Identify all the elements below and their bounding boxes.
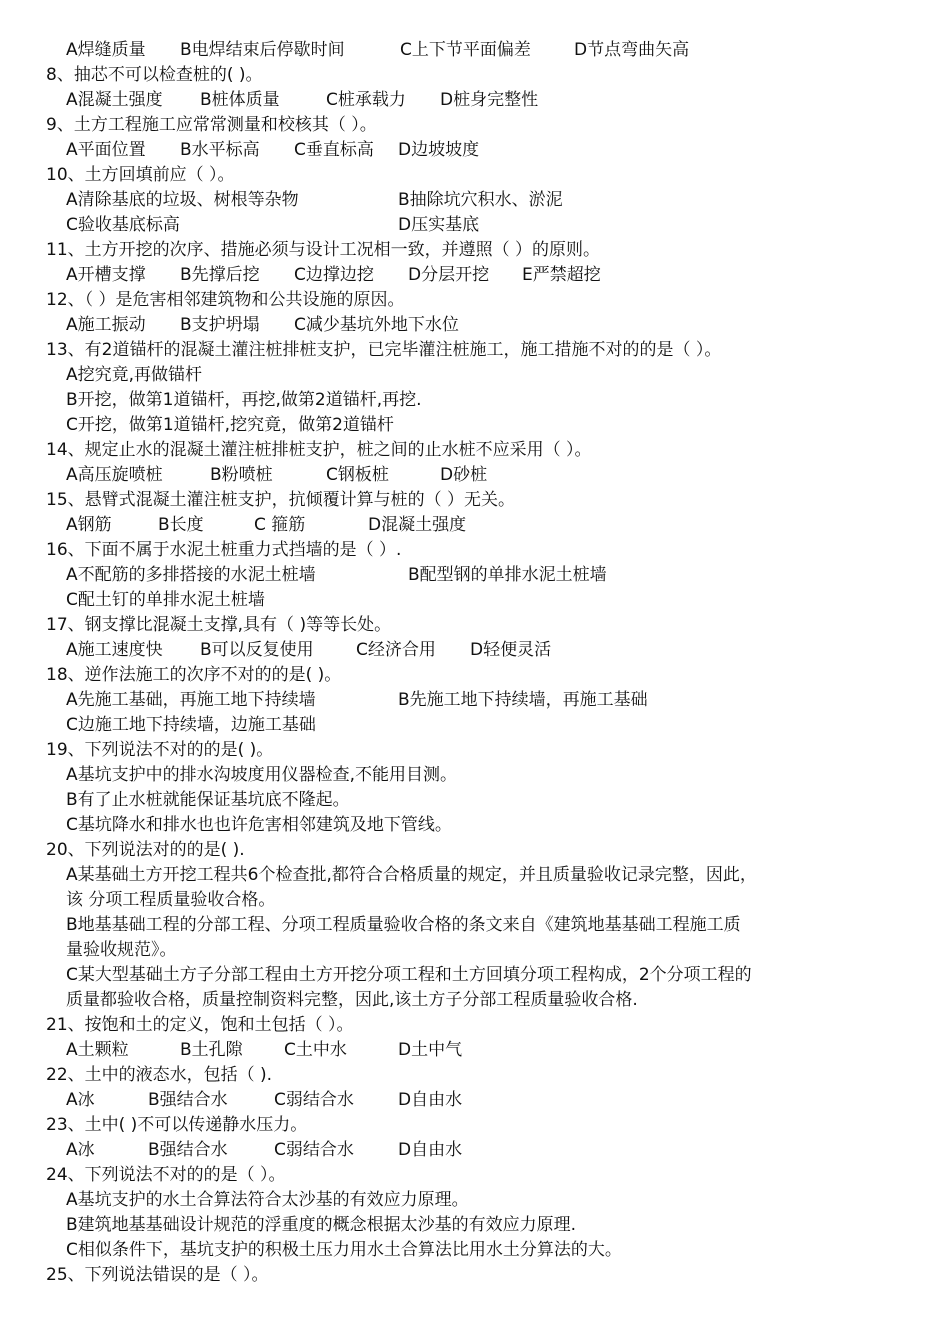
answer-option: B长度 bbox=[158, 515, 204, 535]
answer-option: B土孔隙 bbox=[180, 1040, 243, 1060]
answer-option: A基坑支护的水土合算法符合太沙基的有效应力原理。 bbox=[66, 1190, 469, 1210]
answer-option: A施工速度快 bbox=[66, 640, 163, 660]
answer-option: A不配筋的多排搭接的水泥土桩墙 bbox=[66, 565, 316, 585]
answer-option: D自由水 bbox=[398, 1090, 463, 1110]
answer-option: C上下节平面偏差 bbox=[400, 40, 531, 60]
answer-option: A清除基底的垃圾、树根等杂物 bbox=[66, 190, 299, 210]
answer-option: D节点弯曲矢高 bbox=[574, 40, 690, 60]
question-line: 12、（ ）是危害相邻建筑物和公共设施的原因。 bbox=[46, 290, 405, 310]
answer-option: B粉喷桩 bbox=[210, 465, 273, 485]
answer-option: C验收基底标高 bbox=[66, 215, 180, 235]
answer-option: C边施工地下持续墙，边施工基础 bbox=[66, 715, 316, 735]
answer-option: B可以反复使用 bbox=[200, 640, 314, 660]
answer-option: B电焊结束后停歇时间 bbox=[180, 40, 345, 60]
answer-option: A先施工基础，再施工地下持续墙 bbox=[66, 690, 316, 710]
answer-option: D轻便灵活 bbox=[470, 640, 552, 660]
answer-option: C减少基坑外地下水位 bbox=[294, 315, 459, 335]
question-line: 19、下列说法不对的的是( )。 bbox=[46, 740, 274, 760]
answer-option: A某基础土方开挖工程共6个检查批,都符合合格质量的规定，并且质量验收记录完整，因此， bbox=[66, 865, 757, 885]
answer-option: C基坑降水和排水也也许危害相邻建筑及地下管线。 bbox=[66, 815, 452, 835]
answer-option: B有了止水桩就能保证基坑底不隆起。 bbox=[66, 790, 350, 810]
question-line: 22、土中的液态水，包括（ ). bbox=[46, 1065, 273, 1085]
answer-option: D压实基底 bbox=[398, 215, 480, 235]
answer-option: D自由水 bbox=[398, 1140, 463, 1160]
answer-option: C相似条件下，基坑支护的积极土压力用水土合算法比用水土分算法的大。 bbox=[66, 1240, 622, 1260]
answer-option: C土中水 bbox=[284, 1040, 347, 1060]
question-line: 23、土中( )不可以传递静水压力。 bbox=[46, 1115, 308, 1135]
question-line: 18、逆作法施工的次序不对的的是( )。 bbox=[46, 665, 342, 685]
answer-option: C 箍筋 bbox=[254, 515, 306, 535]
answer-option: A施工振动 bbox=[66, 315, 146, 335]
answer-option: B先施工地下持续墙，再施工基础 bbox=[398, 690, 648, 710]
answer-option: 该 分项工程质量验收合格。 bbox=[66, 890, 276, 910]
answer-option: D混凝土强度 bbox=[368, 515, 467, 535]
answer-option: D边坡坡度 bbox=[398, 140, 480, 160]
answer-option: C弱结合水 bbox=[274, 1090, 354, 1110]
answer-option: D桩身完整性 bbox=[440, 90, 539, 110]
answer-option: A焊缝质量 bbox=[66, 40, 146, 60]
answer-option: E严禁超挖 bbox=[522, 265, 601, 285]
answer-option: B支护坍塌 bbox=[180, 315, 260, 335]
answer-option: B开挖，做第1道锚杆，再挖,做第2道锚杆,再挖. bbox=[66, 390, 422, 410]
question-line: 10、土方回填前应（ ）。 bbox=[46, 165, 235, 185]
answer-option: A高压旋喷桩 bbox=[66, 465, 163, 485]
answer-option: A混凝土强度 bbox=[66, 90, 163, 110]
answer-option: C垂直标高 bbox=[294, 140, 374, 160]
answer-option: C配土钉的单排水泥土桩墙 bbox=[66, 590, 265, 610]
answer-option: A挖究竟,再做锚杆 bbox=[66, 365, 203, 385]
question-line: 9、土方工程施工应常常测量和校核其（ ）。 bbox=[46, 115, 377, 135]
answer-option: C弱结合水 bbox=[274, 1140, 354, 1160]
question-line: 16、下面不属于水泥土桩重力式挡墙的是（ ）. bbox=[46, 540, 402, 560]
answer-option: A土颗粒 bbox=[66, 1040, 129, 1060]
answer-option: B强结合水 bbox=[148, 1090, 228, 1110]
answer-option: B配型钢的单排水泥土桩墙 bbox=[408, 565, 607, 585]
answer-option: B建筑地基基础设计规范的浮重度的概念根据太沙基的有效应力原理. bbox=[66, 1215, 577, 1235]
answer-option: B水平标高 bbox=[180, 140, 260, 160]
question-line: 11、土方开挖的次序、措施必须与设计工况相一致，并遵照（ ）的原则。 bbox=[46, 240, 601, 260]
answer-option: 量验收规范》。 bbox=[66, 940, 177, 960]
answer-option: D砂桩 bbox=[440, 465, 488, 485]
question-line: 24、下列说法不对的的是（ ）。 bbox=[46, 1165, 286, 1185]
answer-option: A冰 bbox=[66, 1090, 95, 1110]
answer-option: C经济合用 bbox=[356, 640, 436, 660]
answer-option: A基坑支护中的排水沟坡度用仪器检查,不能用目测。 bbox=[66, 765, 458, 785]
answer-option: C边撑边挖 bbox=[294, 265, 374, 285]
answer-option: C桩承载力 bbox=[326, 90, 406, 110]
answer-option: A开槽支撑 bbox=[66, 265, 146, 285]
answer-option: A平面位置 bbox=[66, 140, 146, 160]
question-line: 8、抽芯不可以检查桩的( )。 bbox=[46, 65, 263, 85]
question-line: 21、按饱和土的定义，饱和土包括（ ）。 bbox=[46, 1015, 354, 1035]
question-line: 25、下列说法错误的是（ ）。 bbox=[46, 1265, 269, 1285]
question-line: 20、下列说法对的的是( ). bbox=[46, 840, 245, 860]
answer-option: C某大型基础土方子分部工程由土方开挖分项工程和土方回填分项工程构成，2个分项工程的 bbox=[66, 965, 752, 985]
question-line: 15、悬臂式混凝土灌注桩支护，抗倾覆计算与桩的（ ）无关。 bbox=[46, 490, 516, 510]
answer-option: C开挖，做第1道锚杆,挖究竟，做第2道锚杆 bbox=[66, 415, 394, 435]
answer-option: B先撑后挖 bbox=[180, 265, 260, 285]
answer-option: B强结合水 bbox=[148, 1140, 228, 1160]
answer-option: D分层开挖 bbox=[408, 265, 490, 285]
answer-option: C钢板桩 bbox=[326, 465, 389, 485]
answer-option: 质量都验收合格，质量控制资料完整，因此,该土方子分部工程质量验收合格. bbox=[66, 990, 638, 1010]
answer-option: A钢筋 bbox=[66, 515, 112, 535]
answer-option: A冰 bbox=[66, 1140, 95, 1160]
answer-option: B地基基础工程的分部工程、分项工程质量验收合格的条文来自《建筑地基基础工程施工质 bbox=[66, 915, 741, 935]
question-line: 14、规定止水的混凝土灌注桩排桩支护，桩之间的止水桩不应采用（ ）。 bbox=[46, 440, 592, 460]
answer-option: B抽除坑穴积水、淤泥 bbox=[398, 190, 563, 210]
question-line: 13、有2道锚杆的混凝土灌注桩排桩支护，已完毕灌注桩施工，施工措施不对的的是（ ）。 bbox=[46, 340, 722, 360]
answer-option: B桩体质量 bbox=[200, 90, 280, 110]
answer-option: D土中气 bbox=[398, 1040, 463, 1060]
question-line: 17、钢支撑比混凝土支撑,具有（ )等等长处。 bbox=[46, 615, 392, 635]
